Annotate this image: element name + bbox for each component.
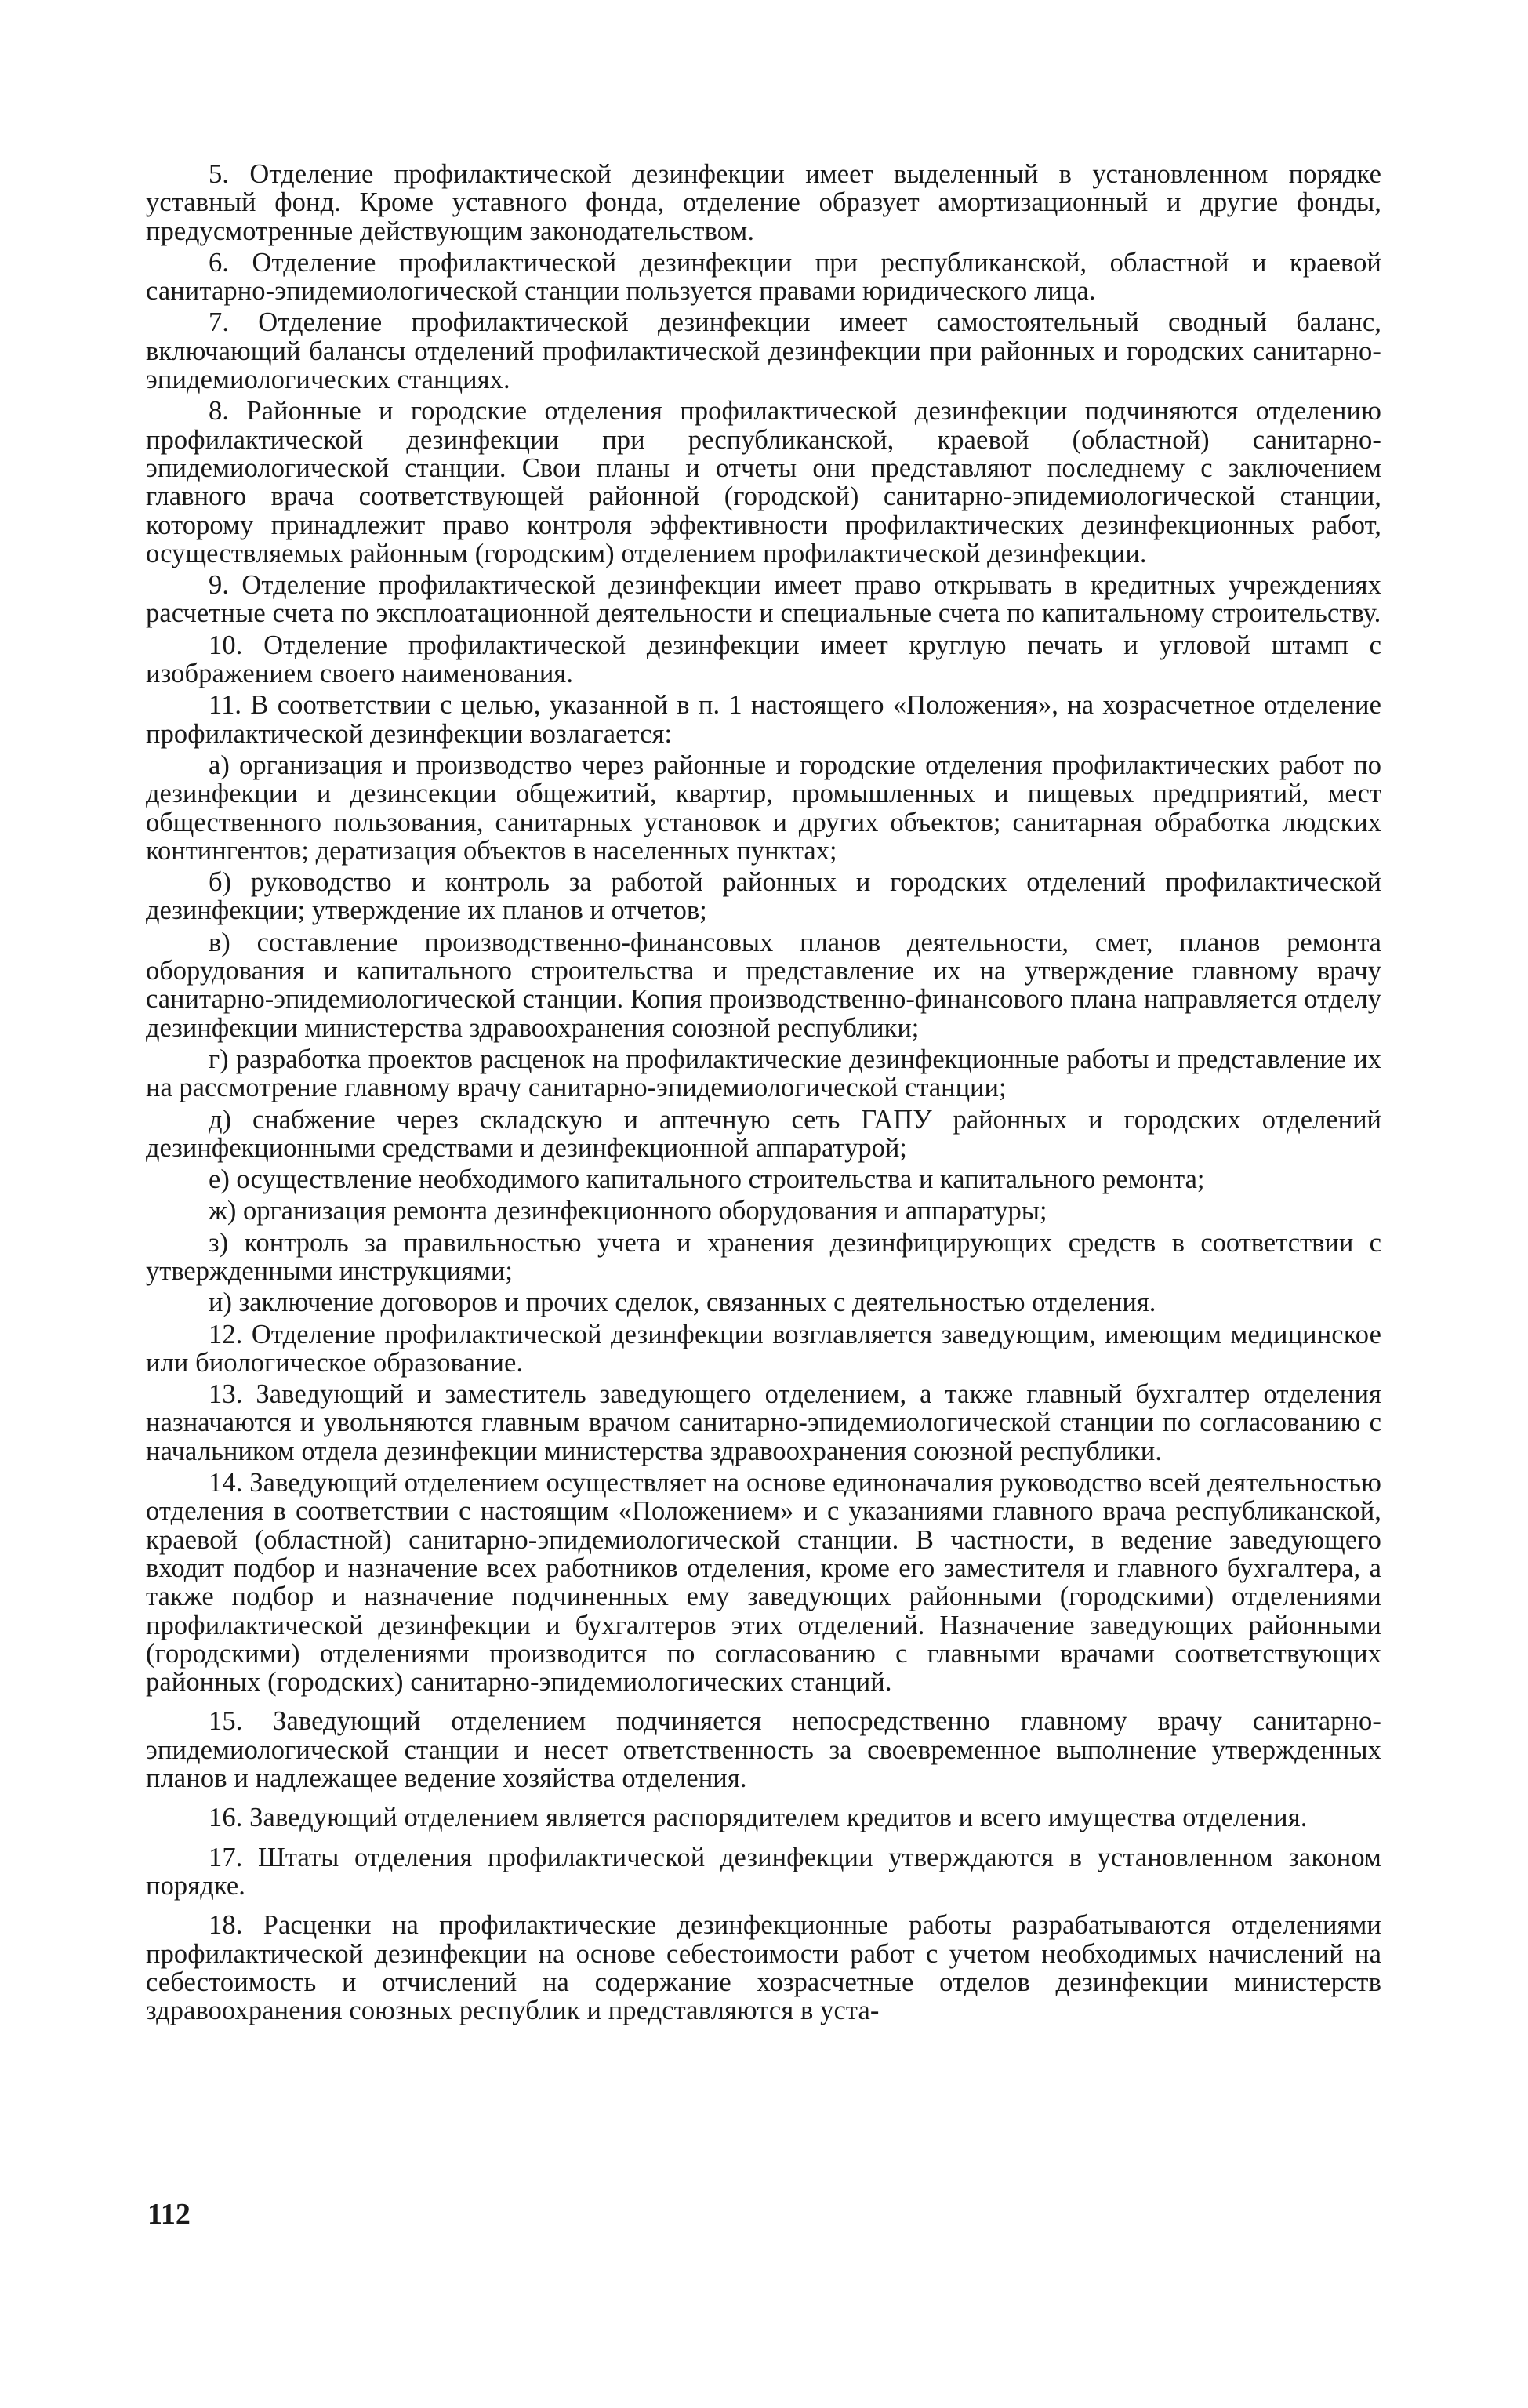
paragraph-11-i: и) заключение договоров и прочих сделок, связанных с деятельностью отделения. (209, 1288, 1156, 1318)
paragraph-7: 7. Отделение профилактической дезинфекции имеет самостоятельный сводный баланс, включающий балансы отделений профилактической дезинфекции при районных и городских санитарно-эпидемиологических станциях. (146, 307, 1381, 395)
paragraph-5: 5. Отделение профилактической дезинфекции имеет выделенный в установленном порядке уставный фонд. Кроме уставного фонда, отделение образует амортизационный и другие фонды, предусмотренные действующим законодательством. (146, 159, 1381, 246)
paragraph-10: 10. Отделение профилактической дезинфекции имеет круглую печать и угловой штамп с изображением своего наименования. (146, 630, 1381, 689)
paragraph-11-zh: ж) организация ремонта дезинфекционного оборудования и аппаратуры; (209, 1196, 1047, 1226)
paragraph-11-e: е) осуществление необходимого капитального строительства и капитального ремонта; (209, 1164, 1205, 1195)
paragraph-16: 16. Заведующий отделением является распорядителем кредитов и всего имущества отделения. (209, 1803, 1308, 1833)
paragraph-6: 6. Отделение профилактической дезинфекции при республиканской, областной и краевой санитарно-эпидемиологической станции пользуется правами юридического лица. (146, 247, 1381, 307)
document-body (146, 160, 1381, 2028)
paragraph-11: 11. В соответствии с целью, указанной в п. 1 настоящего «Положения», на хозрасчетное отделение профилактической дезинфекции возлагается: (146, 690, 1381, 749)
paragraph-11-v: в) составление производственно-финансовых планов деятельности, смет, планов ремонта оборудования и капитального строительства и представление их на утверждение главному врачу санитарно-эпидемиологической станции. Копия производственно-финансового плана направляется отделу дезинфекции министерства здравоохранения союзной республики; (146, 927, 1381, 1043)
paragraph-17: 17. Штаты отделения профилактической дезинфекции утверждаются в установленном законом порядке. (146, 1842, 1381, 1901)
paragraph-9: 9. Отделение профилактической дезинфекции имеет право открывать в кредитных учреждениях расчетные счета по эксплоатационной деятельности и специальные счета по капитальному строительству. (146, 570, 1381, 629)
paragraph-11-d: д) снабжение через складскую и аптечную сеть ГАПУ районных и городских отделений дезинфекционными средствами и дезинфекционной аппаратурой; (146, 1104, 1381, 1163)
paragraph-12: 12. Отделение профилактической дезинфекции возглавляется заведующим, имеющим медицинское или биологическое образование. (146, 1319, 1381, 1378)
paragraph-15: 15. Заведующий отделением подчиняется непосредственно главному врачу санитарно-эпидемиологической станции и несет ответственность за своевременное выполнение утвержденных планов и надлежащее ведение хозяйства отделения. (146, 1706, 1381, 1794)
paragraph-11-a: а) организация и производство через районные и городские отделения профилактических работ по дезинфекции и дезинсекции общежитий, квартир, промышленных и пищевых предприятий, мест общественного пользования, санитарных установок и других объектов; санитарная обработка людских контингентов; дератизация объектов в населенных пунктах; (146, 750, 1381, 866)
paragraph-11-z: з) контроль за правильностью учета и хранения дезинфицирующих средств в соответствии с утвержденными инструкциями; (146, 1227, 1381, 1286)
paragraph-11-g: г) разработка проектов расценок на профилактические дезинфекционные работы и представление их на рассмотрение главному врачу санитарно-эпидемиологической станции; (146, 1044, 1381, 1103)
page-number: 112 (147, 2198, 191, 2231)
paragraph-18: 18. Расценки на профилактические дезинфекционные работы разрабатываются отделениями профилактической дезинфекции на основе себестоимости работ с учетом необходимых начислений на себестоимость и отчислений на содержание хозрасчетные отделов дезинфекции министерств здравоохранения союзных республик и представляются в уста- (146, 1910, 1381, 2026)
paragraph-11-b: б) руководство и контроль за работой районных и городских отделений профилактической дезинфекции; утверждение их планов и отчетов; (146, 867, 1381, 926)
paragraph-14: 14. Заведующий отделением осуществляет на основе единоначалия руководство всей деятельностью отделения в соответствии с настоящим «Положением» и с указаниями главного врача республиканской, краевой (областной) санитарно-эпидемиологической станции. В частности, в ведение заведующего входит подбор и назначение всех работников отделения, кроме его заместителя и главного бухгалтера, а также подбор и назначение подчиненных ему заведующих районными (городскими) отделениями профилактической дезинфекции и бухгалтеров этих отделений. Назначение заведующих районными (городскими) отделениями производится по согласованию с главными врачами соответствующих районных (городских) санитарно-эпидемиологических станций. (146, 1468, 1381, 1698)
paragraph-8: 8. Районные и городские отделения профилактической дезинфекции подчиняются отделению профилактической дезинфекции при республиканской, краевой (областной) санитарно-эпидемиологической станции. Свои планы и отчеты они представляют последнему с заключением главного врача соответствующей районной (городской) санитарно-эпидемиологической станции, которому принадлежит право контроля эффективности профилактических дезинфекционных работ, осуществляемых районным (городским) отделением профилактической дезинфекции. (146, 396, 1381, 568)
paragraph-13: 13. Заведующий и заместитель заведующего отделением, а также главный бухгалтер отделения назначаются и увольняются главным врачом санитарно-эпидемиологической станции по согласованию с начальником отдела дезинфекции министерства здравоохранения союзной республики. (146, 1379, 1381, 1466)
